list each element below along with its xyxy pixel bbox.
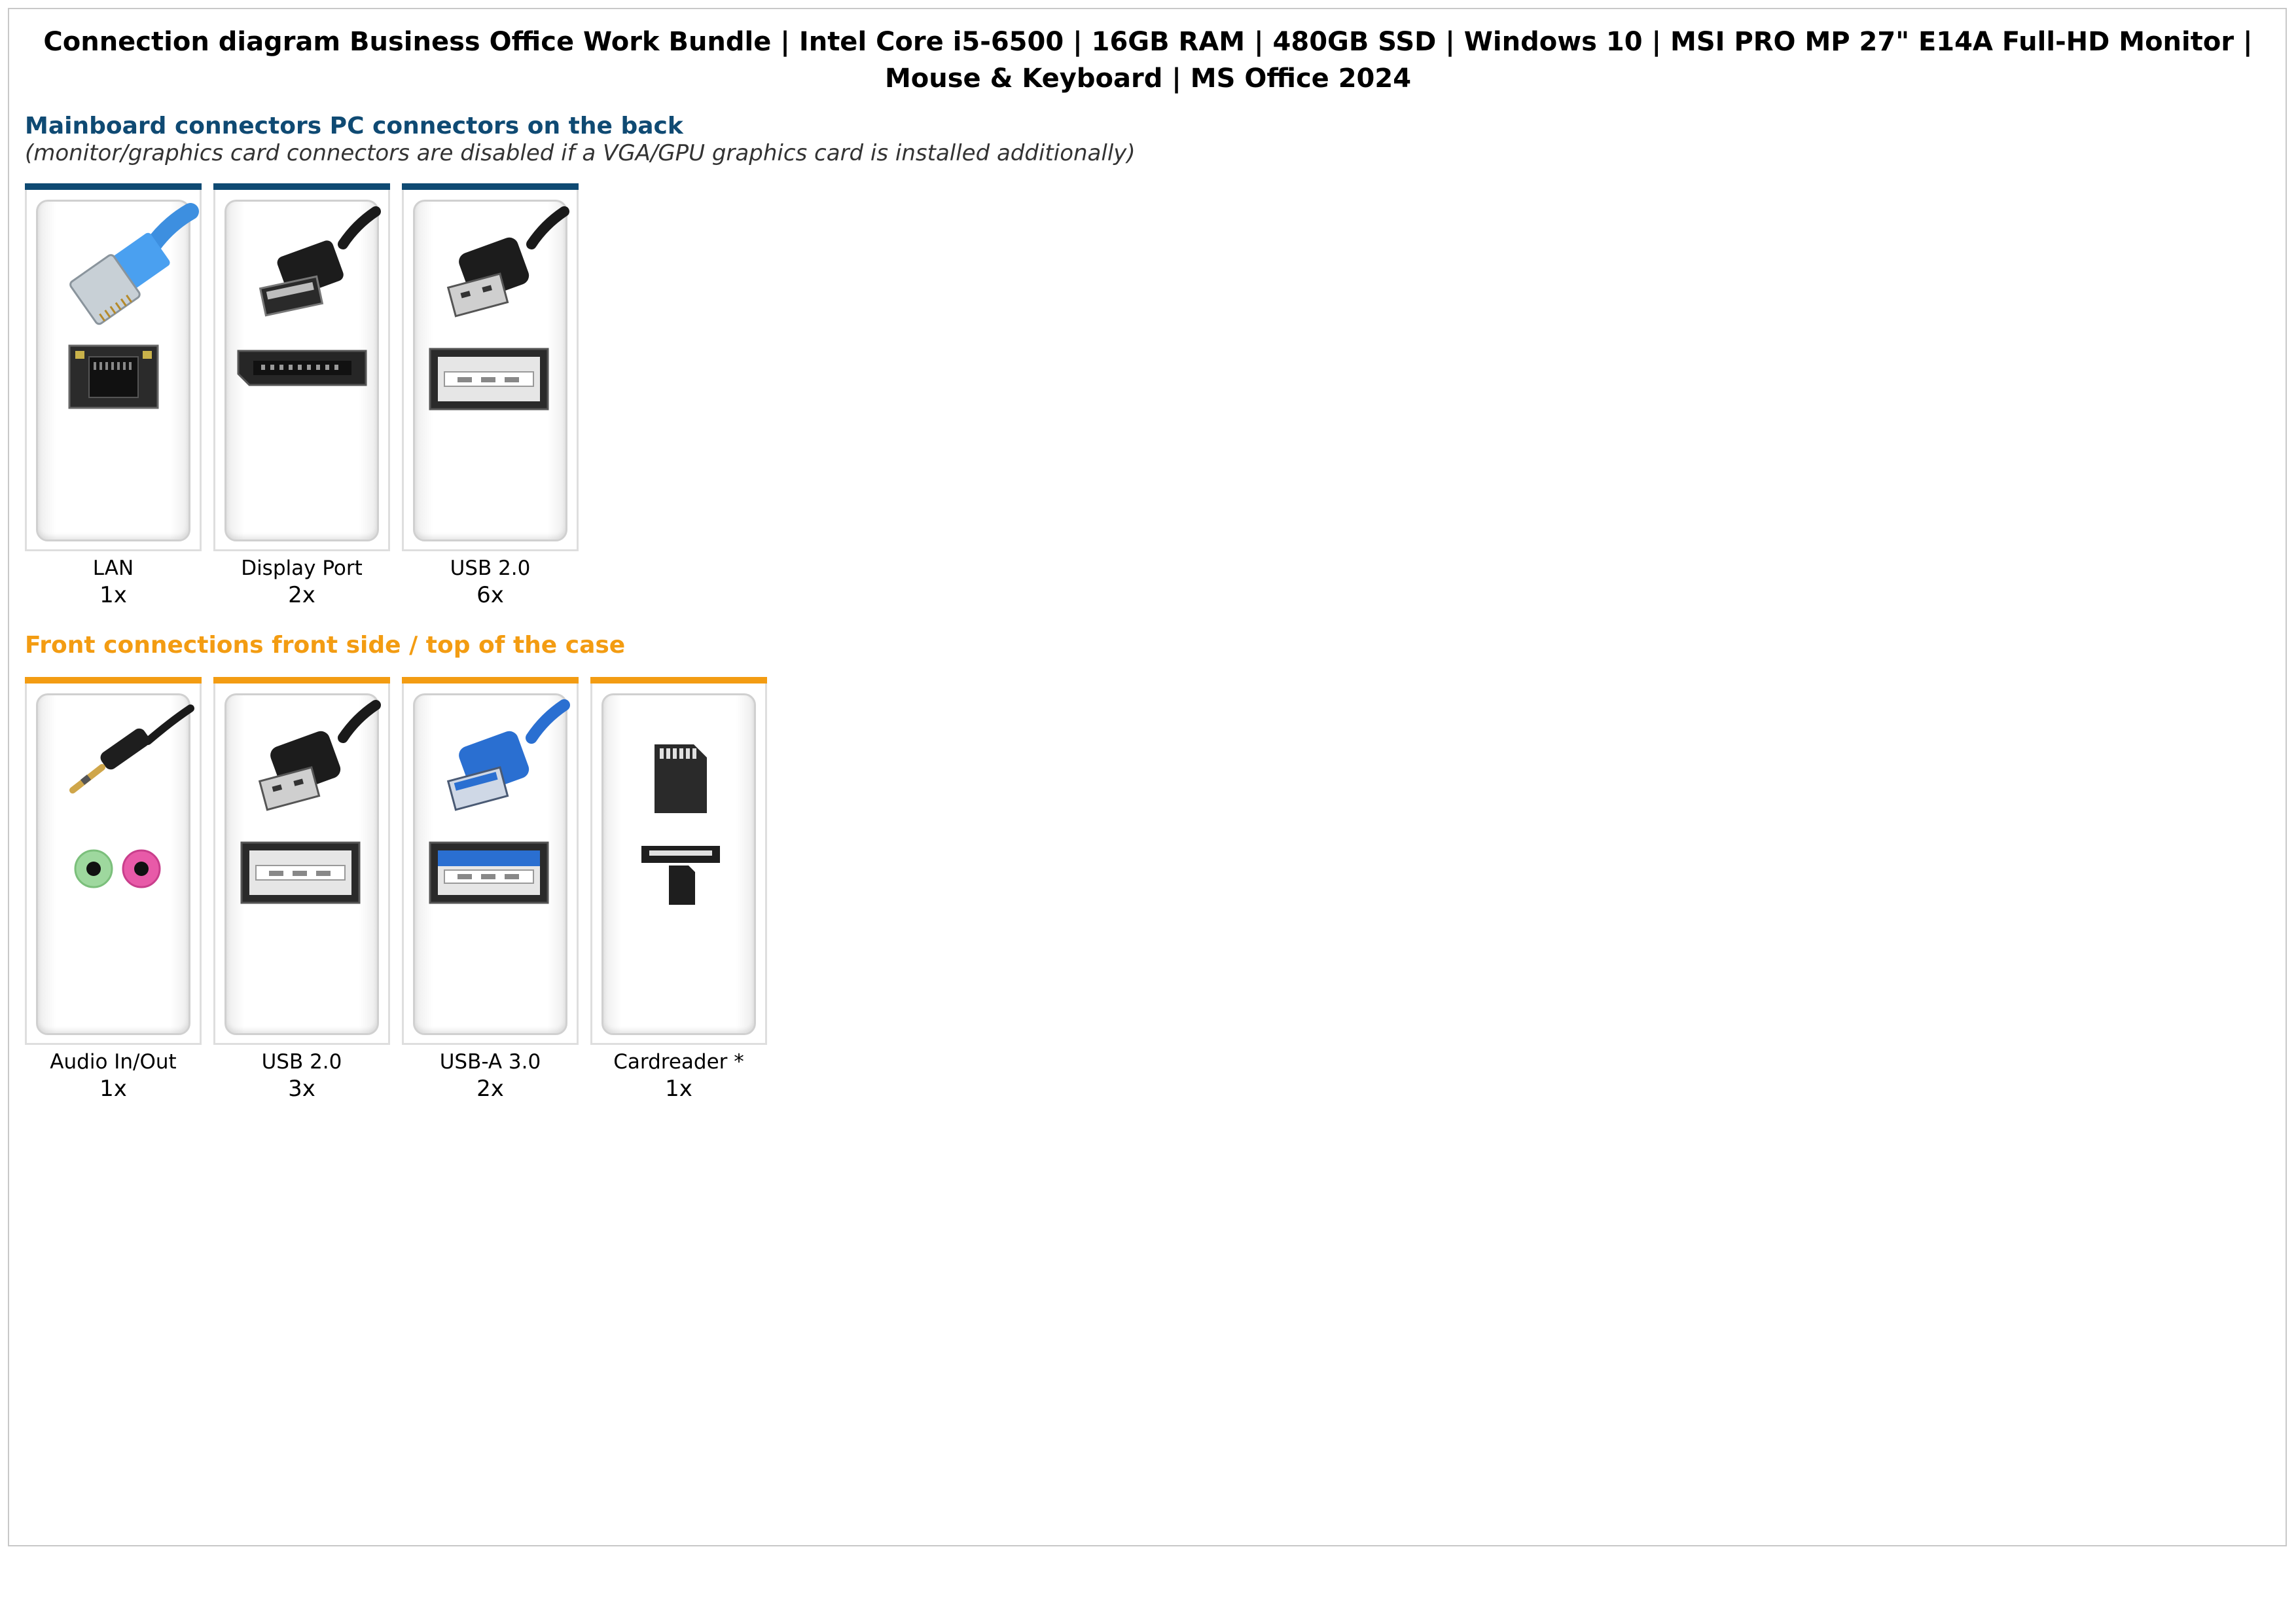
connector-count: 1x	[99, 582, 127, 608]
connector-label: Display Port	[241, 556, 363, 580]
connector-label: Audio In/Out	[50, 1050, 177, 1074]
front-section-heading: Front connections front side / top of the case	[25, 632, 626, 659]
connector-count: 3x	[288, 1076, 315, 1102]
back-section-heading: Mainboard connectors PC connectors on the back	[25, 113, 683, 139]
connector-card-cardreader	[590, 677, 767, 1103]
connector-label: USB-A 3.0	[439, 1050, 541, 1074]
connector-count: 1x	[665, 1076, 692, 1102]
back-section-subheading: (monitor/graphics card connectors are disabled if a VGA/GPU graphics card is installed additionally)	[25, 140, 1136, 166]
connector-count: 6x	[476, 582, 504, 608]
connector-label: LAN	[92, 556, 134, 580]
connector-label: USB 2.0	[261, 1050, 342, 1074]
connector-count: 2x	[476, 1076, 504, 1102]
connector-card-usb2-front	[213, 677, 390, 1103]
usb-connector-icon	[215, 679, 392, 1047]
lan-connector-icon	[27, 185, 204, 553]
connector-card-displayport	[213, 183, 390, 609]
cardreader-icon	[592, 679, 769, 1047]
usb-connector-icon	[404, 185, 581, 553]
page-title: Connection diagram Business Office Work Bundle | Intel Core i5-6500 | 16GB RAM | 480GB SSD | Windows 10 | MSI PRO MP 27" E14A Full-HD Monitor | Mouse & Keyboard | MS Office 2024	[43, 27, 2253, 94]
connector-card-usb2-back	[402, 183, 579, 609]
connector-card-usb3	[402, 677, 579, 1103]
connector-card-audio	[25, 677, 202, 1103]
usb3-connector-icon	[404, 679, 581, 1047]
connector-label: Cardreader *	[613, 1050, 744, 1074]
connector-card-lan	[25, 183, 202, 609]
connector-count: 1x	[99, 1076, 127, 1102]
displayport-connector-icon	[215, 185, 392, 553]
audio-jack-icon	[27, 679, 204, 1047]
connector-count: 2x	[288, 582, 315, 608]
connector-label: USB 2.0	[450, 556, 531, 580]
